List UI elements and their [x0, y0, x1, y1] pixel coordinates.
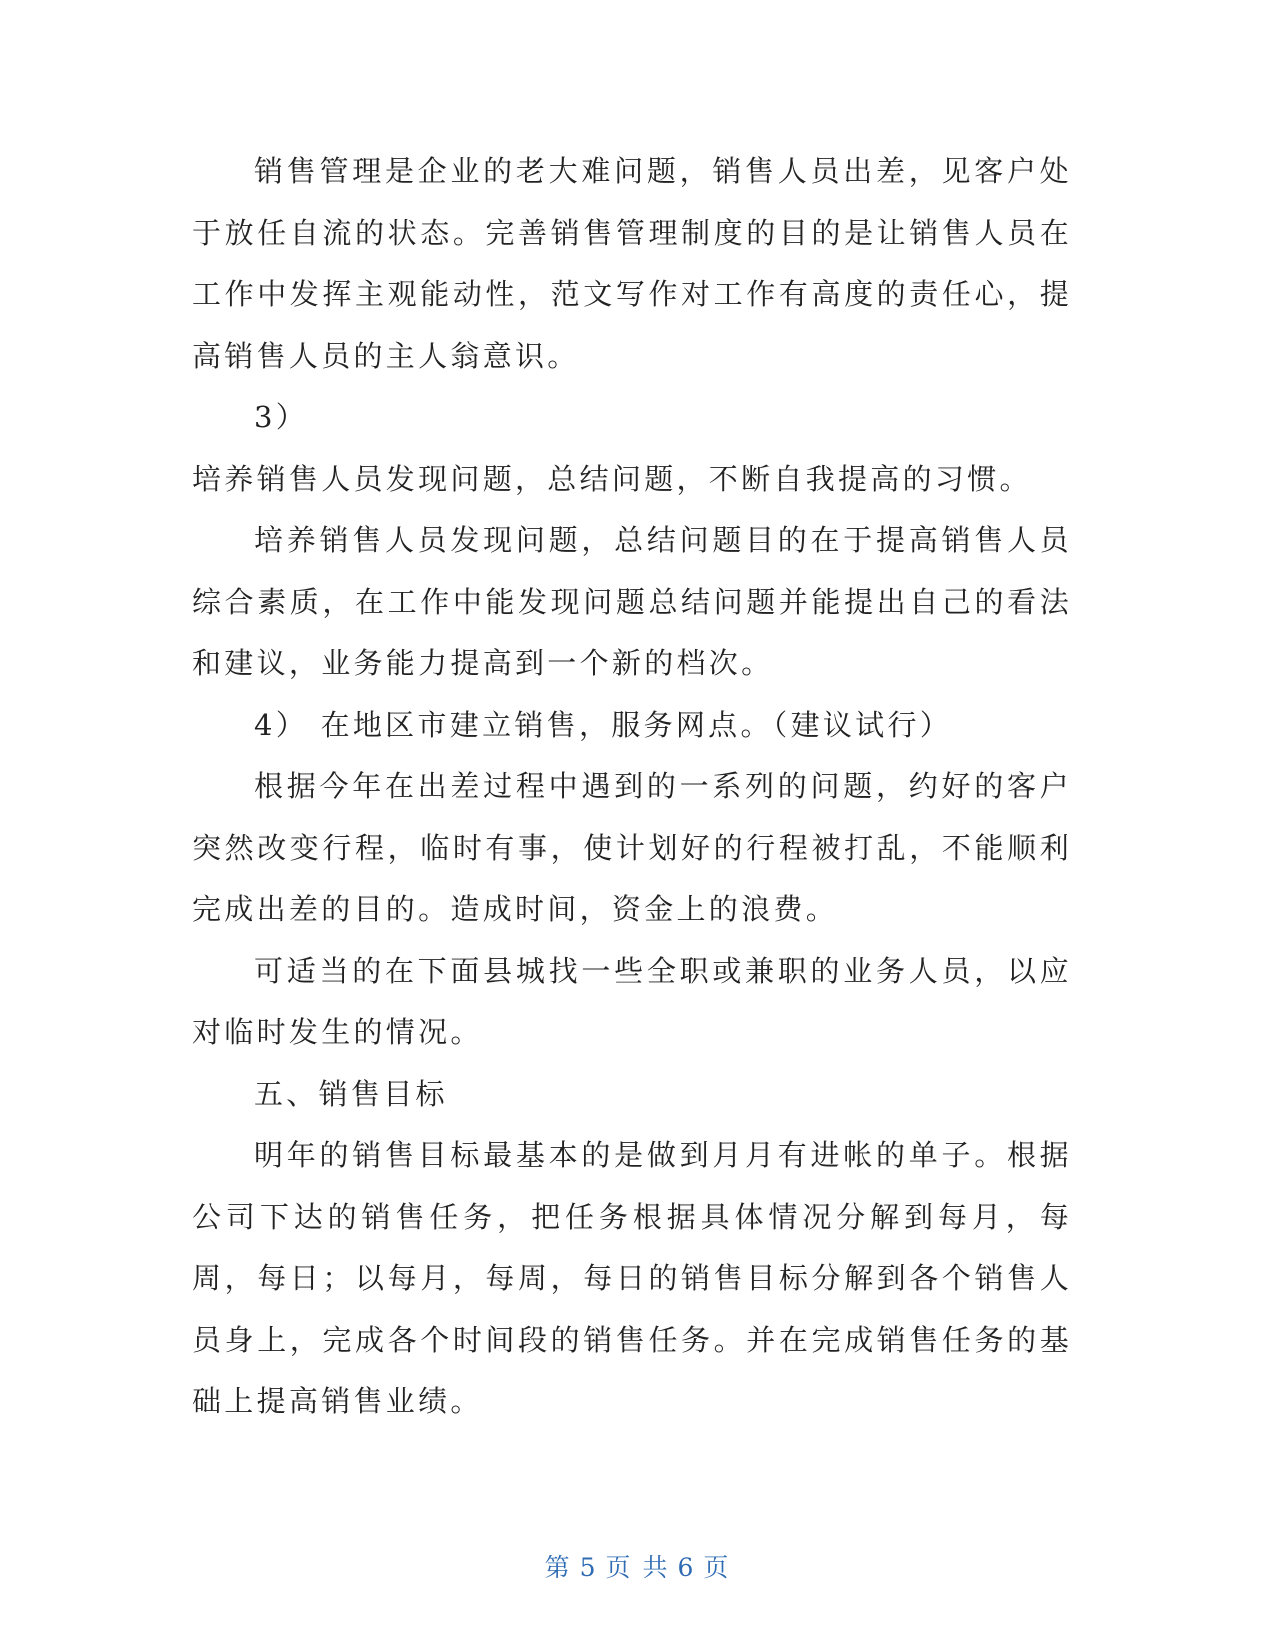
paragraph-training-purpose: 培养销售人员发现问题，总结问题目的在于提高销售人员综合素质，在工作中能发现问题总结问题并能提出自己的看法和建议，业务能力提高到一个新的档次。	[192, 523, 1072, 680]
paragraph-sales-target: 明年的销售目标最基本的是做到月月有进帐的单子。根据公司下达的销售任务，把任务根据具体情况分解到每月，每周，每日；以每月，每周，每日的销售目标分解到各个销售人员身上，完成各个时间段的销售任务。并在完成销售任务的基础上提高销售业绩。	[192, 1138, 1072, 1418]
paragraph-heading-4: 4） 在地区市建立销售，服务网点。（建议试行）	[254, 707, 953, 742]
section-heading-sales-target: 五、销售目标	[254, 1076, 448, 1111]
list-marker-3: 3）	[254, 400, 309, 434]
page-number-footer	[0, 1548, 1275, 1584]
paragraph-sales-management: 销售管理是企业的老大难问题，销售人员出差，见客户处于放任自流的状态。完善销售管理制度的目的是让销售人员在工作中发挥主观能动性，范文写作对工作有高度的责任心，提高销售人员的主人翁意识。	[192, 154, 1072, 373]
footer-middle: 页 共	[605, 1553, 670, 1582]
footer-current-page: 5	[579, 1553, 598, 1582]
document-body	[192, 141, 1072, 1433]
paragraph-heading-3: 培养销售人员发现问题，总结问题，不断自我提高的习惯。	[192, 461, 1032, 496]
paragraph-travel-problems: 根据今年在出差过程中遇到的一系列的问题，约好的客户突然改变行程，临时有事，使计划好的行程被打乱，不能顺利完成出差的目的。造成时间，资金上的浪费。	[192, 769, 1072, 926]
footer-suffix: 页	[703, 1553, 731, 1582]
paragraph-county-staff: 可适当的在下面县城找一些全职或兼职的业务人员，以应对临时发生的情况。	[192, 953, 1072, 1049]
footer-prefix: 第	[544, 1553, 572, 1582]
footer-total-pages: 6	[677, 1553, 696, 1582]
